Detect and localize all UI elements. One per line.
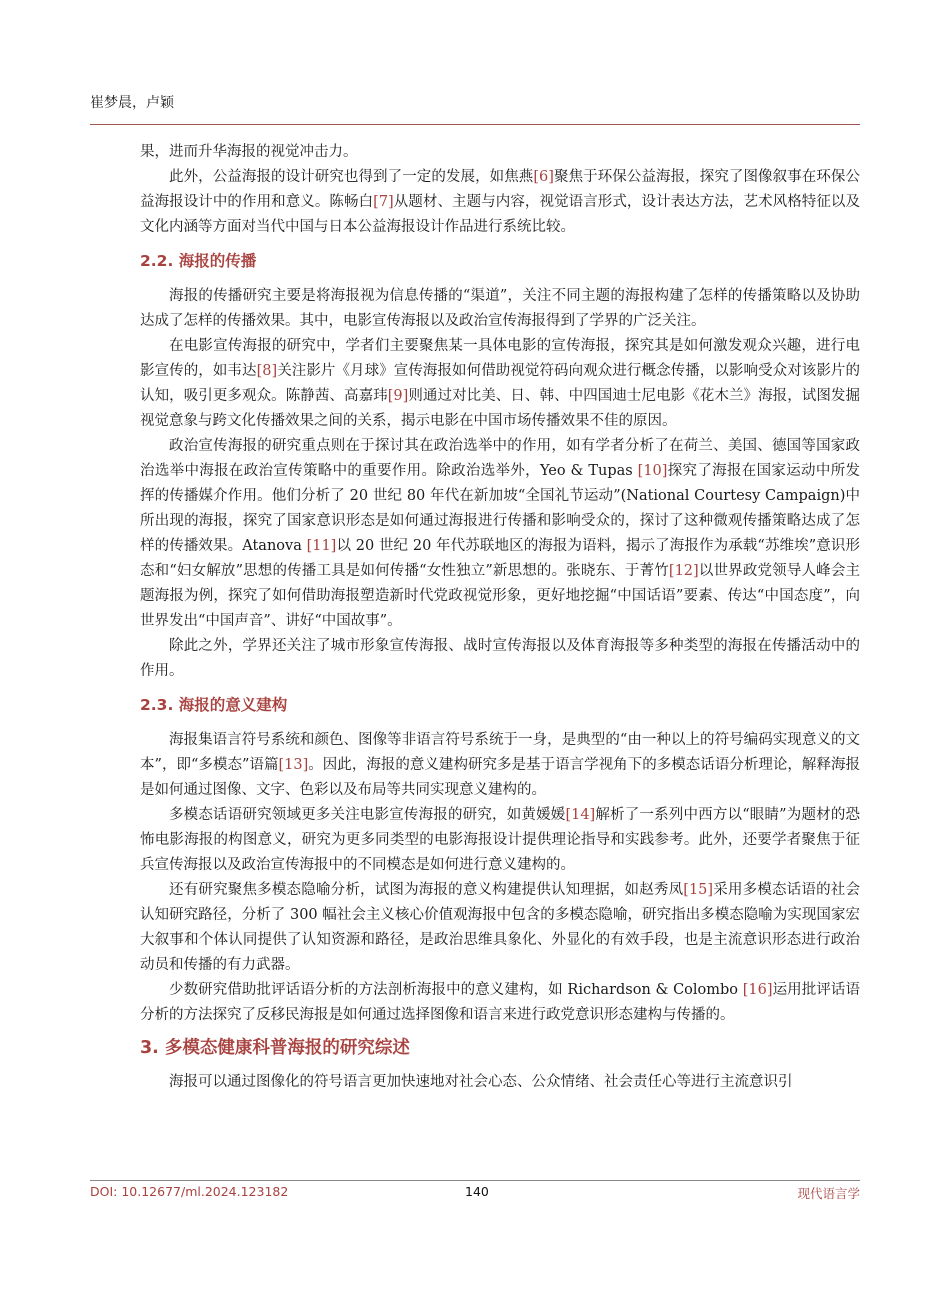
citation-link[interactable]: [15] — [683, 882, 714, 898]
citation-link[interactable]: [10] — [637, 463, 668, 479]
citation-link[interactable]: [14] — [565, 807, 596, 823]
citation-link[interactable]: [13] — [278, 757, 309, 773]
running-head-authors: 崔梦晨，卢颖 — [90, 95, 174, 111]
article-body — [140, 140, 860, 1095]
paragraph-section3-start: 海报可以通过图像化的符号语言更加快速地对社会心态、公众情绪、社会责任心等进行主流意识引 — [169, 1074, 793, 1090]
paragraph-critical: 少数研究借助批评话语分析的方法剖析海报中的意义建构，如 Richardson & Colombo [16]运用批评话语分析的方法探究了反移民海报是如何通过选择图像和语言来进行政党意识形态建构与传播的。 — [140, 982, 860, 1023]
section-heading-2-2: 2.2. 海报的传播 — [140, 252, 257, 270]
footer-rule — [90, 1180, 860, 1181]
citation-link[interactable]: [6] — [533, 169, 554, 185]
citation-link[interactable]: [12] — [668, 563, 699, 579]
paragraph-public-posters: 此外，公益海报的设计研究也得到了一定的发展，如焦燕[6]聚焦于环保公益海报，探究了图像叙事在环保公益海报设计中的作用和意义。陈畅白[7]从题材、主题与内容，视觉语言形式，设计表达方法，艺术风格特征以及文化内涵等方面对当代中国与日本公益海报设计作品进行系统比较。 — [140, 169, 861, 235]
citation-link[interactable]: [9] — [387, 388, 409, 404]
paragraph-film-posters: 在电影宣传海报的研究中，学者们主要聚焦某一具体电影的宣传海报，探究其是如何激发观众兴趣，进行电影宣传的，如韦达[8]关注影片《月球》宣传海报如何借助视觉符码向观众进行概念传播，以影响受众对该影片的认知，吸引更多观众。陈静茜、高嘉玮[9]则通过对比美、日、韩、中四国迪士尼电影《花木兰》海报，试图发掘视觉意象与跨文化传播效果之间的关系，揭示电影在中国市场传播效果不佳的原因。 — [140, 338, 861, 429]
paragraph-intro-tail: 果，进而升华海报的视觉冲击力。 — [140, 144, 358, 160]
citation-link[interactable]: [16] — [742, 982, 773, 998]
page-number: 140 — [465, 1184, 489, 1199]
footer-doi[interactable]: DOI: 10.12677/ml.2024.123182 — [90, 1184, 289, 1199]
paragraph-other-posters: 除此之外，学界还关注了城市形象宣传海报、战时宣传海报以及体育海报等多种类型的海报在传播活动中的作用。 — [140, 638, 860, 679]
citation-link[interactable]: [8] — [256, 363, 278, 379]
citation-link[interactable]: [7] — [373, 194, 394, 210]
section-heading-3: 3. 多模态健康科普海报的研究综述 — [140, 1038, 410, 1058]
footer-journal-name: 现代语言学 — [797, 1186, 860, 1201]
paragraph-meaning: 海报集语言符号系统和颜色、图像等非语言符号系统于一身，是典型的“由一种以上的符号编码实现意义的文本”，即“多模态”语篇[13]。因此，海报的意义建构研究多是基于语言学视角下的多模态话语分析理论，解释海报是如何通过图像、文字、色彩以及布局等共同实现意义建构的。 — [140, 732, 860, 798]
paragraph-multimodal: 多模态话语研究领域更多关注电影宣传海报的研究，如黄媛媛[14]解析了一系列中西方以“眼睛”为题材的恐怖电影海报的构图意义，研究为更多同类型的电影海报设计提供理论指导和实践参考。此外，还要学者聚焦于征兵宣传海报以及政治宣传海报中的不同模态是如何进行意义建构的。 — [140, 807, 860, 873]
citation-link[interactable]: [11] — [306, 538, 337, 554]
section-heading-2-3: 2.3. 海报的意义建构 — [140, 696, 288, 714]
paragraph-political-posters: 政治宣传海报的研究重点则在于探讨其在政治选举中的作用，如有学者分析了在荷兰、美国、德国等国家政治选举中海报在政治宣传策略中的重要作用。除政治选举外，Yeo & Tupas [10]探究了海报在国家运动中所发挥的传播媒介作用。他们分析了 20 世纪 80 年代在新加坡“全国礼节运动”(National Courtesy Campaign)中所出现的海报，探究了国家意识形态是如何通过海报进行传播和影响受众的，探讨了这种微观传播策略达成了怎样的传播效果。Atanova [11]以 20 世纪 20 年代苏联地区的海报为语料，揭示了海报作为承载“苏维埃”意识形态和“妇女解放”思想的传播工具是如何传播“女性独立”新思想的。张晓东、于菁竹[12]以世界政党领导人峰会主题海报为例，探究了如何借助海报塑造新时代党政视觉形象，更好地挖掘“中国话语”要素、传达“中国态度”，向世界发出“中国声音”、讲好“中国故事”。 — [140, 438, 861, 629]
paragraph-metaphor: 还有研究聚焦多模态隐喻分析，试图为海报的意义构建提供认知理据，如赵秀凤[15]采用多模态话语的社会认知研究路径，分析了 300 幅社会主义核心价值观海报中包含的多模态隐喻，研究指出多模态隐喻为实现国家宏大叙事和个体认同提供了认知资源和路径，是政治思维具象化、外显化的有效手段，也是主流意识形态进行政治动员和传播的有力武器。 — [140, 882, 861, 973]
header-rule — [90, 124, 860, 125]
paragraph-spread: 海报的传播研究主要是将海报视为信息传播的“渠道”，关注不同主题的海报构建了怎样的传播策略以及协助达成了怎样的传播效果。其中，电影宣传海报以及政治宣传海报得到了学界的广泛关注。 — [140, 288, 860, 329]
